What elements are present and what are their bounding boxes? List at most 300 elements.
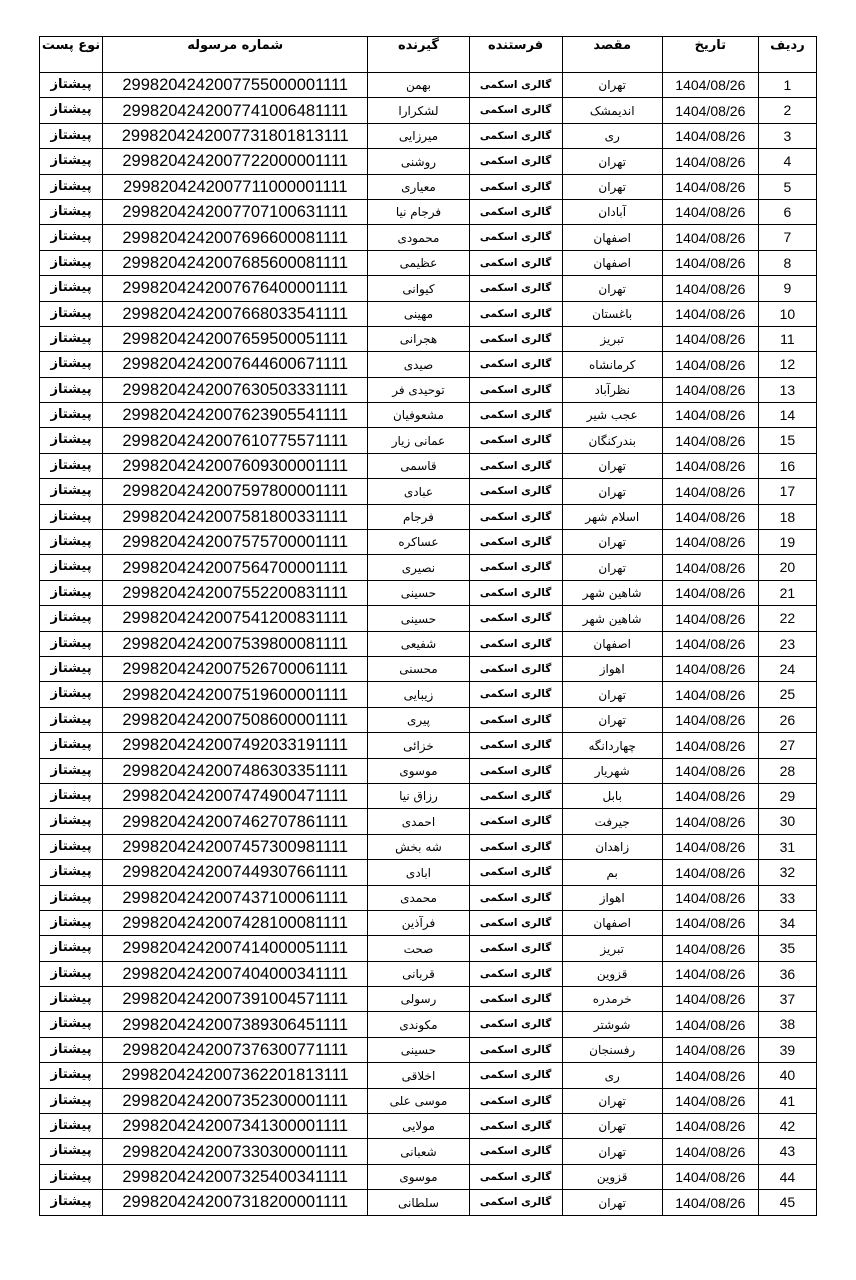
table-row [40,555,817,580]
date-cell: 1404/08/26 [662,809,758,834]
row-number-cell: 40 [758,1063,816,1088]
tracking-number-cell: 2998204242007325400341111 [103,1164,368,1189]
row-number-cell: 33 [758,885,816,910]
table-row [40,73,817,98]
date-cell: 1404/08/26 [662,987,758,1012]
destination-cell: تهران [562,1139,662,1164]
date-cell: 1404/08/26 [662,123,758,148]
post-type-cell: پیشتاز [40,1139,103,1164]
row-number-cell: 44 [758,1164,816,1189]
tracking-number-cell: 2998204242007685600081111 [103,250,368,275]
table-row [40,606,817,631]
row-number-cell: 1 [758,73,816,98]
date-cell: 1404/08/26 [662,580,758,605]
post-type-cell: پیشتاز [40,1088,103,1113]
post-type-cell: پیشتاز [40,936,103,961]
table-row [40,910,817,935]
row-number-cell: 28 [758,758,816,783]
destination-cell: اصفهان [562,250,662,275]
receiver-cell: فرآذین [368,910,469,935]
destination-cell: تهران [562,174,662,199]
post-type-cell: پیشتاز [40,98,103,123]
date-cell: 1404/08/26 [662,1012,758,1037]
receiver-cell: مشعوفیان [368,403,469,428]
destination-cell: قزوین [562,961,662,986]
sender-cell: گالری اسکمی [469,1012,562,1037]
tracking-number-cell: 2998204242007668033541111 [103,301,368,326]
date-cell: 1404/08/26 [662,961,758,986]
sender-cell: گالری اسکمی [469,860,562,885]
date-cell: 1404/08/26 [662,199,758,224]
table-row [40,783,817,808]
header-date: تاریخ [662,37,758,73]
row-number-cell: 11 [758,326,816,351]
destination-cell: اسلام شهر [562,504,662,529]
post-type-cell: پیشتاز [40,428,103,453]
row-number-cell: 4 [758,149,816,174]
row-number-cell: 23 [758,631,816,656]
post-type-cell: پیشتاز [40,860,103,885]
row-number-cell: 25 [758,682,816,707]
post-type-cell: پیشتاز [40,73,103,98]
tracking-number-cell: 2998204242007597800001111 [103,479,368,504]
header-sender: فرستنده [469,37,562,73]
receiver-cell: پیری [368,707,469,732]
sender-cell: گالری اسکمی [469,225,562,250]
table-row [40,987,817,1012]
date-cell: 1404/08/26 [662,149,758,174]
row-number-cell: 35 [758,936,816,961]
post-type-cell: پیشتاز [40,987,103,1012]
row-number-cell: 27 [758,733,816,758]
destination-cell: ری [562,1063,662,1088]
destination-cell: چهاردانگه [562,733,662,758]
destination-cell: تهران [562,149,662,174]
receiver-cell: شه بخش [368,834,469,859]
receiver-cell: محمدی [368,885,469,910]
destination-cell: تهران [562,707,662,732]
receiver-cell: معیاری [368,174,469,199]
sender-cell: گالری اسکمی [469,149,562,174]
row-number-cell: 5 [758,174,816,199]
row-number-cell: 15 [758,428,816,453]
date-cell: 1404/08/26 [662,656,758,681]
destination-cell: کرمانشاه [562,352,662,377]
row-number-cell: 16 [758,453,816,478]
date-cell: 1404/08/26 [662,98,758,123]
row-number-cell: 19 [758,530,816,555]
row-number-cell: 3 [758,123,816,148]
post-type-cell: پیشتاز [40,1114,103,1139]
destination-cell: بابل [562,783,662,808]
receiver-cell: روشنی [368,149,469,174]
post-type-cell: پیشتاز [40,149,103,174]
sender-cell: گالری اسکمی [469,352,562,377]
tracking-number-cell: 2998204242007581800331111 [103,504,368,529]
tracking-number-cell: 2998204242007731801813111 [103,123,368,148]
row-number-cell: 9 [758,276,816,301]
sender-cell: گالری اسکمی [469,834,562,859]
table-row [40,453,817,478]
sender-cell: گالری اسکمی [469,987,562,1012]
sender-cell: گالری اسکمی [469,98,562,123]
destination-cell: شاهین شهر [562,580,662,605]
sender-cell: گالری اسکمی [469,1114,562,1139]
post-type-cell: پیشتاز [40,504,103,529]
destination-cell: شوشتر [562,1012,662,1037]
sender-cell: گالری اسکمی [469,707,562,732]
date-cell: 1404/08/26 [662,707,758,732]
sender-cell: گالری اسکمی [469,555,562,580]
receiver-cell: فرجام [368,504,469,529]
receiver-cell: مولایی [368,1114,469,1139]
table-row [40,1164,817,1189]
receiver-cell: موسوی [368,1164,469,1189]
sender-cell: گالری اسکمی [469,326,562,351]
destination-cell: آبادان [562,199,662,224]
sender-cell: گالری اسکمی [469,631,562,656]
destination-cell: شهریار [562,758,662,783]
destination-cell: تهران [562,276,662,301]
tracking-number-cell: 2998204242007676400001111 [103,276,368,301]
row-number-cell: 2 [758,98,816,123]
post-type-cell: پیشتاز [40,733,103,758]
tracking-number-cell: 2998204242007552200831111 [103,580,368,605]
receiver-cell: قربانی [368,961,469,986]
receiver-cell: محسنی [368,656,469,681]
tracking-number-cell: 2998204242007696600081111 [103,225,368,250]
tracking-number-cell: 2998204242007610775571111 [103,428,368,453]
table-row [40,1012,817,1037]
sender-cell: گالری اسکمی [469,1190,562,1215]
row-number-cell: 20 [758,555,816,580]
destination-cell: اهواز [562,885,662,910]
tracking-number-cell: 2998204242007541200831111 [103,606,368,631]
destination-cell: جیرفت [562,809,662,834]
receiver-cell: صیدی [368,352,469,377]
receiver-cell: حسینی [368,1037,469,1062]
tracking-number-cell: 2998204242007462707861111 [103,809,368,834]
destination-cell: خرمدره [562,987,662,1012]
date-cell: 1404/08/26 [662,682,758,707]
post-type-cell: پیشتاز [40,276,103,301]
post-type-cell: پیشتاز [40,580,103,605]
date-cell: 1404/08/26 [662,885,758,910]
receiver-cell: احمدی [368,809,469,834]
sender-cell: گالری اسکمی [469,453,562,478]
post-type-cell: پیشتاز [40,707,103,732]
tracking-number-cell: 2998204242007414000051111 [103,936,368,961]
tracking-number-cell: 2998204242007609300001111 [103,453,368,478]
post-type-cell: پیشتاز [40,555,103,580]
sender-cell: گالری اسکمی [469,123,562,148]
date-cell: 1404/08/26 [662,326,758,351]
post-type-cell: پیشتاز [40,326,103,351]
destination-cell: اهواز [562,656,662,681]
destination-cell: رفسنجان [562,1037,662,1062]
receiver-cell: بهمن [368,73,469,98]
date-cell: 1404/08/26 [662,276,758,301]
sender-cell: گالری اسکمی [469,885,562,910]
receiver-cell: شفیعی [368,631,469,656]
tracking-number-cell: 2998204242007741006481111 [103,98,368,123]
sender-cell: گالری اسکمی [469,1164,562,1189]
receiver-cell: مهینی [368,301,469,326]
table-row [40,479,817,504]
table-row [40,250,817,275]
table-row [40,1190,817,1215]
receiver-cell: قاسمی [368,453,469,478]
date-cell: 1404/08/26 [662,403,758,428]
row-number-cell: 10 [758,301,816,326]
post-type-cell: پیشتاز [40,809,103,834]
post-type-cell: پیشتاز [40,1063,103,1088]
header-post-type: نوع پست [40,37,103,73]
post-type-cell: پیشتاز [40,682,103,707]
destination-cell: زاهدان [562,834,662,859]
sender-cell: گالری اسکمی [469,530,562,555]
row-number-cell: 18 [758,504,816,529]
date-cell: 1404/08/26 [662,504,758,529]
tracking-number-cell: 2998204242007539800081111 [103,631,368,656]
table-row [40,733,817,758]
date-cell: 1404/08/26 [662,301,758,326]
post-type-cell: پیشتاز [40,174,103,199]
table-row [40,809,817,834]
table-row [40,1139,817,1164]
table-row [40,123,817,148]
post-type-cell: پیشتاز [40,377,103,402]
destination-cell: تهران [562,1114,662,1139]
tracking-number-cell: 2998204242007644600671111 [103,352,368,377]
table-row [40,301,817,326]
destination-cell: تهران [562,530,662,555]
tracking-number-cell: 2998204242007564700001111 [103,555,368,580]
row-number-cell: 26 [758,707,816,732]
table-row [40,1088,817,1113]
destination-cell: تهران [562,1190,662,1215]
row-number-cell: 41 [758,1088,816,1113]
date-cell: 1404/08/26 [662,377,758,402]
row-number-cell: 34 [758,910,816,935]
sender-cell: گالری اسکمی [469,606,562,631]
post-type-cell: پیشتاز [40,352,103,377]
row-number-cell: 6 [758,199,816,224]
row-number-cell: 45 [758,1190,816,1215]
table-row [40,885,817,910]
sender-cell: گالری اسکمی [469,199,562,224]
sender-cell: گالری اسکمی [469,301,562,326]
date-cell: 1404/08/26 [662,783,758,808]
receiver-cell: محمودی [368,225,469,250]
destination-cell: ری [562,123,662,148]
tracking-number-cell: 2998204242007341300001111 [103,1114,368,1139]
post-type-cell: پیشتاز [40,453,103,478]
date-cell: 1404/08/26 [662,453,758,478]
tracking-number-cell: 2998204242007711000001111 [103,174,368,199]
row-number-cell: 7 [758,225,816,250]
receiver-cell: زیبایی [368,682,469,707]
date-cell: 1404/08/26 [662,352,758,377]
row-number-cell: 32 [758,860,816,885]
table-row [40,1114,817,1139]
destination-cell: باغستان [562,301,662,326]
tracking-number-cell: 2998204242007526700061111 [103,656,368,681]
receiver-cell: ابادی [368,860,469,885]
date-cell: 1404/08/26 [662,555,758,580]
destination-cell: اصفهان [562,910,662,935]
date-cell: 1404/08/26 [662,1088,758,1113]
sender-cell: گالری اسکمی [469,250,562,275]
date-cell: 1404/08/26 [662,733,758,758]
table-row [40,1063,817,1088]
date-cell: 1404/08/26 [662,530,758,555]
row-number-cell: 17 [758,479,816,504]
date-cell: 1404/08/26 [662,479,758,504]
post-type-cell: پیشتاز [40,530,103,555]
destination-cell: تبریز [562,936,662,961]
sender-cell: گالری اسکمی [469,961,562,986]
table-row [40,707,817,732]
sender-cell: گالری اسکمی [469,936,562,961]
destination-cell: اصفهان [562,225,662,250]
tracking-number-cell: 2998204242007457300981111 [103,834,368,859]
receiver-cell: مکوندی [368,1012,469,1037]
date-cell: 1404/08/26 [662,910,758,935]
tracking-number-cell: 2998204242007659500051111 [103,326,368,351]
tracking-number-cell: 2998204242007474900471111 [103,783,368,808]
destination-cell: تهران [562,479,662,504]
receiver-cell: فرجام نیا [368,199,469,224]
sender-cell: گالری اسکمی [469,403,562,428]
tracking-number-cell: 2998204242007404000341111 [103,961,368,986]
tracking-number-cell: 2998204242007352300001111 [103,1088,368,1113]
destination-cell: بم [562,860,662,885]
table-row [40,504,817,529]
row-number-cell: 36 [758,961,816,986]
date-cell: 1404/08/26 [662,1139,758,1164]
date-cell: 1404/08/26 [662,1164,758,1189]
date-cell: 1404/08/26 [662,1037,758,1062]
receiver-cell: عمانی زیار [368,428,469,453]
date-cell: 1404/08/26 [662,73,758,98]
destination-cell: تهران [562,555,662,580]
table-row [40,403,817,428]
tracking-number-cell: 2998204242007391004571111 [103,987,368,1012]
destination-cell: تبریز [562,326,662,351]
table-row [40,682,817,707]
date-cell: 1404/08/26 [662,174,758,199]
table-row [40,530,817,555]
table-row [40,961,817,986]
table-row [40,860,817,885]
post-type-cell: پیشتاز [40,1037,103,1062]
tracking-number-cell: 2998204242007437100061111 [103,885,368,910]
date-cell: 1404/08/26 [662,834,758,859]
table-row [40,428,817,453]
sender-cell: گالری اسکمی [469,783,562,808]
date-cell: 1404/08/26 [662,606,758,631]
destination-cell: تهران [562,682,662,707]
receiver-cell: هجرانی [368,326,469,351]
sender-cell: گالری اسکمی [469,73,562,98]
receiver-cell: کیوانی [368,276,469,301]
date-cell: 1404/08/26 [662,225,758,250]
row-number-cell: 30 [758,809,816,834]
date-cell: 1404/08/26 [662,1190,758,1215]
receiver-cell: شعبانی [368,1139,469,1164]
row-number-cell: 13 [758,377,816,402]
row-number-cell: 24 [758,656,816,681]
header-row-number: ردیف [758,37,816,73]
header-destination: مقصد [562,37,662,73]
sender-cell: گالری اسکمی [469,1088,562,1113]
table-row [40,936,817,961]
post-type-cell: پیشتاز [40,834,103,859]
post-type-cell: پیشتاز [40,479,103,504]
table-row [40,377,817,402]
tracking-number-cell: 2998204242007376300771111 [103,1037,368,1062]
sender-cell: گالری اسکمی [469,504,562,529]
sender-cell: گالری اسکمی [469,276,562,301]
tracking-number-cell: 2998204242007755000001111 [103,73,368,98]
date-cell: 1404/08/26 [662,428,758,453]
sender-cell: گالری اسکمی [469,809,562,834]
sender-cell: گالری اسکمی [469,428,562,453]
post-type-cell: پیشتاز [40,631,103,656]
header-row [40,37,817,73]
destination-cell: شاهین شهر [562,606,662,631]
tracking-number-cell: 2998204242007486303351111 [103,758,368,783]
receiver-cell: لشکرارا [368,98,469,123]
post-type-cell: پیشتاز [40,225,103,250]
tracking-number-cell: 2998204242007318200001111 [103,1190,368,1215]
date-cell: 1404/08/26 [662,250,758,275]
table-row [40,580,817,605]
destination-cell: قزوین [562,1164,662,1189]
tracking-number-cell: 2998204242007428100081111 [103,910,368,935]
table-row [40,631,817,656]
sender-cell: گالری اسکمی [469,580,562,605]
post-type-cell: پیشتاز [40,961,103,986]
receiver-cell: حسینی [368,606,469,631]
tracking-number-cell: 2998204242007330300001111 [103,1139,368,1164]
sender-cell: گالری اسکمی [469,1037,562,1062]
table-row [40,98,817,123]
receiver-cell: رزاق نیا [368,783,469,808]
receiver-cell: رسولی [368,987,469,1012]
destination-cell: نظرآباد [562,377,662,402]
row-number-cell: 14 [758,403,816,428]
receiver-cell: عبادی [368,479,469,504]
receiver-cell: عظیمی [368,250,469,275]
destination-cell: تهران [562,73,662,98]
table-row [40,758,817,783]
destination-cell: تهران [562,1088,662,1113]
receiver-cell: موسی علی [368,1088,469,1113]
tracking-number-cell: 2998204242007623905541111 [103,403,368,428]
receiver-cell: موسوی [368,758,469,783]
row-number-cell: 29 [758,783,816,808]
receiver-cell: سلطانی [368,1190,469,1215]
post-type-cell: پیشتاز [40,199,103,224]
sender-cell: گالری اسکمی [469,1139,562,1164]
sender-cell: گالری اسکمی [469,377,562,402]
receiver-cell: نصیری [368,555,469,580]
row-number-cell: 8 [758,250,816,275]
post-type-cell: پیشتاز [40,403,103,428]
tracking-number-cell: 2998204242007519600001111 [103,682,368,707]
